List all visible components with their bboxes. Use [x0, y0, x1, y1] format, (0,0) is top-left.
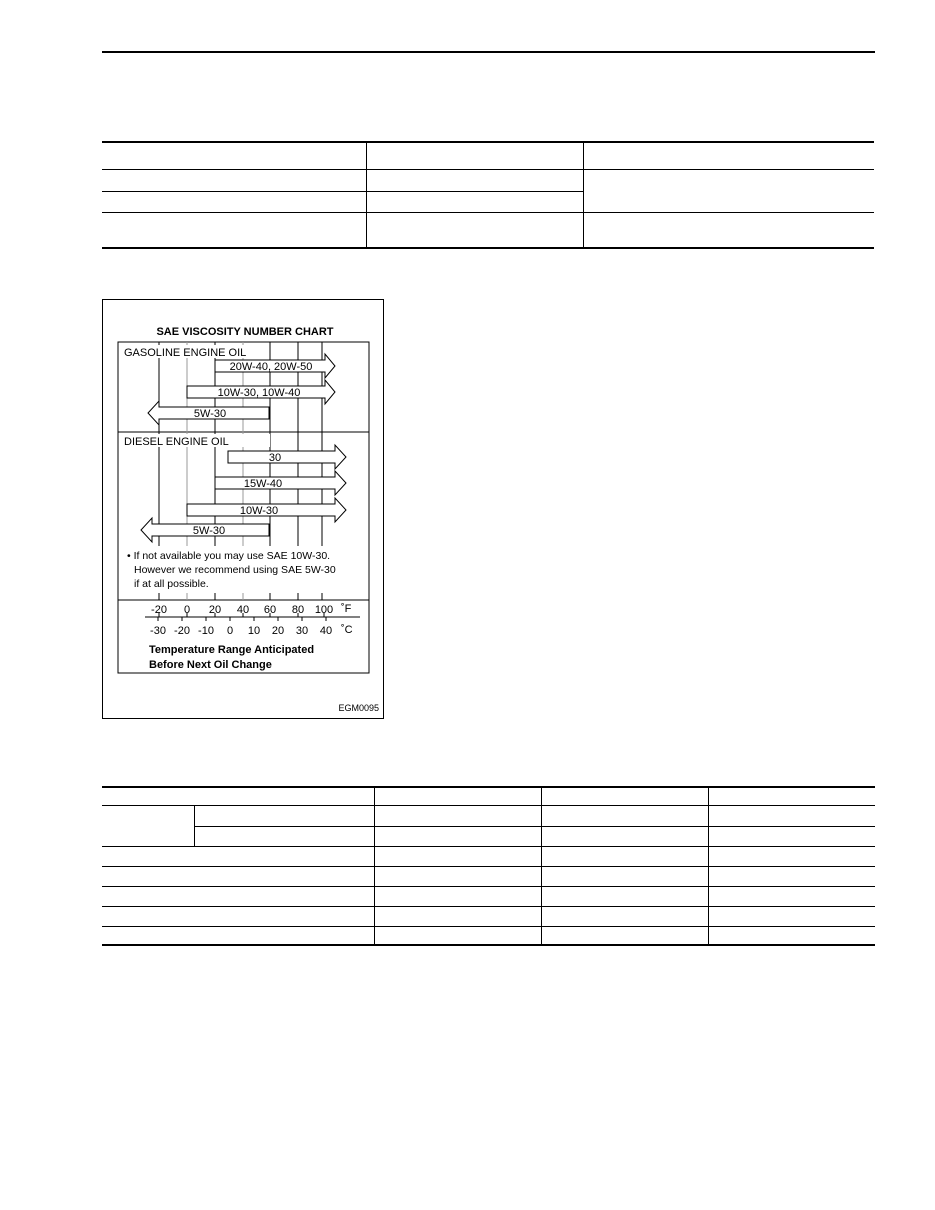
fahrenheit-tick: -20	[151, 604, 167, 616]
label-gas-5w30: 5W-30	[193, 408, 227, 420]
lower-table-subcolumn-divider	[194, 806, 195, 846]
lower-table-row-rule	[102, 926, 875, 927]
axis-caption-line-1: Temperature Range Anticipated	[149, 644, 315, 656]
header-rule	[102, 51, 875, 53]
gasoline-section-label: GASOLINE ENGINE OIL	[124, 347, 247, 359]
arrow-diesel-30	[228, 445, 346, 469]
chart-title: SAE VISCOSITY NUMBER CHART	[156, 326, 334, 338]
celsius-tick: -30	[150, 625, 166, 637]
fahrenheit-unit: ˚F	[341, 603, 352, 615]
note-line-3: if at all possible.	[134, 578, 209, 590]
lower-table-column-divider	[541, 787, 542, 945]
viscosity-chart-figure	[102, 299, 384, 719]
lower-table-column-divider	[708, 787, 709, 945]
lower-table-row-rule	[102, 906, 875, 907]
viscosity-chart-svg	[103, 300, 385, 720]
upper-table-row-rule	[102, 212, 874, 213]
fahrenheit-tick: 80	[291, 604, 305, 616]
celsius-tick: 20	[271, 625, 285, 637]
fahrenheit-tick: 20	[208, 604, 222, 616]
label-diesel-10w30: 10W-30	[239, 505, 279, 517]
lower-table-top-border	[102, 786, 875, 788]
axis-caption-line-2: Before Next Oil Change	[149, 659, 272, 671]
upper-table-column-divider	[583, 142, 584, 248]
lower-table-column-divider	[374, 787, 375, 945]
label-diesel-5w30: 5W-30	[192, 525, 226, 537]
upper-table-row-rule	[102, 191, 583, 192]
upper-table-header-rule	[102, 169, 874, 170]
lower-table-row-rule	[194, 826, 875, 827]
fahrenheit-tick: 0	[183, 604, 191, 616]
figure-code: EGM0095	[338, 703, 379, 713]
fahrenheit-tick: 40	[236, 604, 250, 616]
upper-table-top-border	[102, 141, 874, 143]
celsius-tick: 40	[319, 625, 333, 637]
upper-table-bottom-border	[102, 247, 874, 249]
label-gas-10w30: 10W-30, 10W-40	[217, 387, 301, 399]
diesel-section-label: DIESEL ENGINE OIL	[124, 436, 229, 448]
lower-table-row-rule	[102, 886, 875, 887]
fahrenheit-tick-labels	[151, 604, 333, 616]
note-line-1: • If not available you may use SAE 10W-30.	[127, 550, 331, 562]
fahrenheit-tick: 60	[263, 604, 277, 616]
fahrenheit-tick: 100	[314, 604, 334, 616]
celsius-tick: 0	[226, 625, 234, 637]
label-gas-20w40: 20W-40, 20W-50	[229, 361, 313, 373]
celsius-tick: 10	[247, 625, 261, 637]
celsius-tick: -20	[174, 625, 190, 637]
note-line-2: However we recommend using SAE 5W-30	[134, 564, 336, 576]
lower-table-row-rule	[102, 866, 875, 867]
lower-table-bottom-border	[102, 944, 875, 946]
lower-table-row-rule	[102, 846, 875, 847]
celsius-tick: -10	[198, 625, 214, 637]
label-diesel-30: 30	[268, 452, 282, 464]
lower-table-header-rule	[102, 805, 875, 806]
celsius-unit: ˚C	[341, 624, 353, 636]
celsius-tick-labels	[150, 625, 332, 637]
label-diesel-15w40: 15W-40	[243, 478, 283, 490]
upper-table-column-divider	[366, 142, 367, 248]
celsius-tick: 30	[295, 625, 309, 637]
